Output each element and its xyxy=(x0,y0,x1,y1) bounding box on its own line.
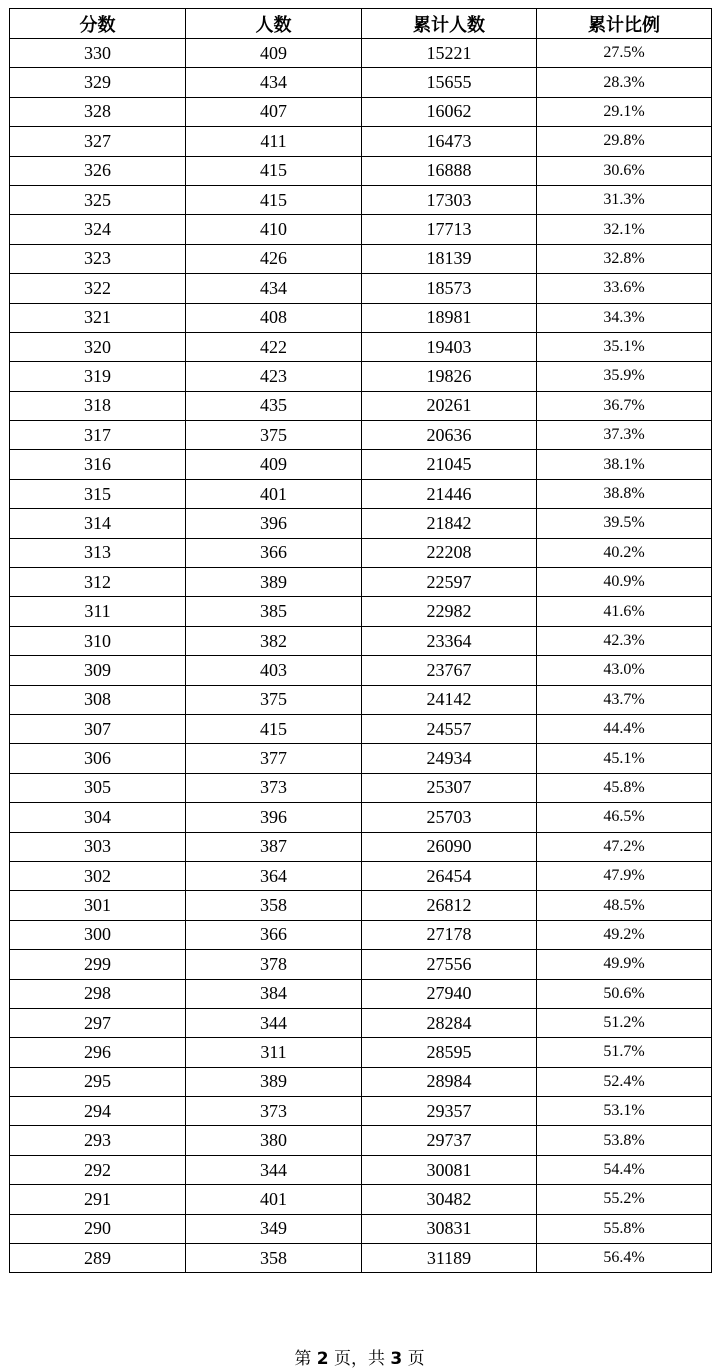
cell-count: 408 xyxy=(186,303,362,332)
table-row xyxy=(10,597,712,626)
cell-cumulative-ratio: 35.1% xyxy=(537,332,712,361)
table-row xyxy=(10,656,712,685)
cell-cumulative-ratio: 42.3% xyxy=(537,626,712,655)
table-row xyxy=(10,1214,712,1243)
cell-cumulative-count: 15655 xyxy=(362,68,537,97)
header-cumulative-count: 累计人数 xyxy=(362,9,537,39)
cell-score: 316 xyxy=(10,450,186,479)
cell-cumulative-count: 29357 xyxy=(362,1097,537,1126)
header-count: 人数 xyxy=(186,9,362,39)
footer-page-number: 2 xyxy=(316,1349,329,1369)
cell-cumulative-count: 27556 xyxy=(362,950,537,979)
table-row xyxy=(10,538,712,567)
cell-count: 385 xyxy=(186,597,362,626)
cell-count: 375 xyxy=(186,421,362,450)
cell-count: 384 xyxy=(186,979,362,1008)
cell-score: 302 xyxy=(10,861,186,890)
table-row xyxy=(10,1155,712,1184)
table-row xyxy=(10,332,712,361)
cell-cumulative-count: 24934 xyxy=(362,744,537,773)
cell-count: 366 xyxy=(186,920,362,949)
cell-cumulative-count: 27940 xyxy=(362,979,537,1008)
cell-score: 325 xyxy=(10,185,186,214)
table-row xyxy=(10,1097,712,1126)
cell-score: 321 xyxy=(10,303,186,332)
table-row xyxy=(10,1008,712,1037)
cell-cumulative-count: 21842 xyxy=(362,509,537,538)
cell-cumulative-ratio: 53.8% xyxy=(537,1126,712,1155)
cell-score: 323 xyxy=(10,244,186,273)
table-row xyxy=(10,97,712,126)
footer-prefix: 第 xyxy=(294,1349,312,1369)
cell-score: 312 xyxy=(10,568,186,597)
cell-cumulative-ratio: 45.1% xyxy=(537,744,712,773)
cell-count: 409 xyxy=(186,450,362,479)
cell-count: 373 xyxy=(186,1097,362,1126)
cell-count: 415 xyxy=(186,156,362,185)
cell-cumulative-count: 24142 xyxy=(362,685,537,714)
cell-cumulative-ratio: 56.4% xyxy=(537,1244,712,1273)
cell-cumulative-ratio: 27.5% xyxy=(537,39,712,68)
cell-cumulative-ratio: 41.6% xyxy=(537,597,712,626)
page-footer xyxy=(0,1344,719,1369)
cell-score: 298 xyxy=(10,979,186,1008)
cell-cumulative-count: 15221 xyxy=(362,39,537,68)
cell-cumulative-count: 29737 xyxy=(362,1126,537,1155)
cell-cumulative-count: 20261 xyxy=(362,391,537,420)
cell-score: 308 xyxy=(10,685,186,714)
cell-cumulative-ratio: 50.6% xyxy=(537,979,712,1008)
cell-score: 322 xyxy=(10,274,186,303)
cell-cumulative-count: 30482 xyxy=(362,1185,537,1214)
cell-cumulative-count: 16473 xyxy=(362,127,537,156)
table-row xyxy=(10,685,712,714)
cell-count: 396 xyxy=(186,803,362,832)
cell-count: 358 xyxy=(186,891,362,920)
header-score: 分数 xyxy=(10,9,186,39)
table-row xyxy=(10,421,712,450)
cell-cumulative-count: 20636 xyxy=(362,421,537,450)
cell-score: 310 xyxy=(10,626,186,655)
table-row xyxy=(10,626,712,655)
table-row xyxy=(10,509,712,538)
cell-cumulative-count: 19403 xyxy=(362,332,537,361)
cell-cumulative-count: 18139 xyxy=(362,244,537,273)
table-row xyxy=(10,744,712,773)
table-row xyxy=(10,156,712,185)
footer-suffix: 页 xyxy=(407,1349,425,1369)
cell-count: 344 xyxy=(186,1155,362,1184)
cell-score: 304 xyxy=(10,803,186,832)
cell-score: 327 xyxy=(10,127,186,156)
table-row xyxy=(10,979,712,1008)
header-cumulative-ratio: 累计比例 xyxy=(537,9,712,39)
cell-cumulative-ratio: 40.2% xyxy=(537,538,712,567)
cell-score: 292 xyxy=(10,1155,186,1184)
cell-score: 314 xyxy=(10,509,186,538)
cell-cumulative-ratio: 28.3% xyxy=(537,68,712,97)
cell-cumulative-ratio: 47.9% xyxy=(537,861,712,890)
cell-score: 295 xyxy=(10,1067,186,1096)
cell-count: 366 xyxy=(186,538,362,567)
cell-cumulative-ratio: 32.8% xyxy=(537,244,712,273)
cell-cumulative-ratio: 33.6% xyxy=(537,274,712,303)
cell-cumulative-count: 31189 xyxy=(362,1244,537,1273)
cell-score: 306 xyxy=(10,744,186,773)
cell-score: 329 xyxy=(10,68,186,97)
cell-score: 317 xyxy=(10,421,186,450)
cell-count: 349 xyxy=(186,1214,362,1243)
cell-cumulative-ratio: 38.8% xyxy=(537,479,712,508)
table-row xyxy=(10,714,712,743)
table-header-row xyxy=(10,9,712,39)
cell-cumulative-ratio: 54.4% xyxy=(537,1155,712,1184)
cell-count: 434 xyxy=(186,274,362,303)
cell-score: 299 xyxy=(10,950,186,979)
cell-count: 380 xyxy=(186,1126,362,1155)
score-distribution-table-container xyxy=(9,8,711,1273)
cell-cumulative-ratio: 47.2% xyxy=(537,832,712,861)
score-distribution-table xyxy=(9,8,712,1273)
footer-total-pages: 3 xyxy=(390,1349,403,1369)
cell-score: 294 xyxy=(10,1097,186,1126)
table-row xyxy=(10,391,712,420)
cell-cumulative-count: 17303 xyxy=(362,185,537,214)
cell-score: 303 xyxy=(10,832,186,861)
cell-count: 401 xyxy=(186,479,362,508)
cell-cumulative-count: 26090 xyxy=(362,832,537,861)
cell-score: 296 xyxy=(10,1038,186,1067)
cell-score: 318 xyxy=(10,391,186,420)
cell-score: 319 xyxy=(10,362,186,391)
cell-count: 422 xyxy=(186,332,362,361)
table-row xyxy=(10,274,712,303)
table-row xyxy=(10,773,712,802)
cell-cumulative-count: 22982 xyxy=(362,597,537,626)
table-row xyxy=(10,39,712,68)
table-row xyxy=(10,1244,712,1273)
table-row xyxy=(10,362,712,391)
cell-score: 301 xyxy=(10,891,186,920)
cell-count: 401 xyxy=(186,1185,362,1214)
cell-cumulative-count: 28284 xyxy=(362,1008,537,1037)
cell-score: 315 xyxy=(10,479,186,508)
cell-cumulative-ratio: 53.1% xyxy=(537,1097,712,1126)
cell-count: 435 xyxy=(186,391,362,420)
cell-count: 407 xyxy=(186,97,362,126)
cell-cumulative-ratio: 48.5% xyxy=(537,891,712,920)
cell-cumulative-count: 16062 xyxy=(362,97,537,126)
table-row xyxy=(10,185,712,214)
cell-cumulative-ratio: 45.8% xyxy=(537,773,712,802)
cell-cumulative-ratio: 40.9% xyxy=(537,568,712,597)
cell-cumulative-count: 24557 xyxy=(362,714,537,743)
cell-cumulative-count: 21045 xyxy=(362,450,537,479)
cell-score: 305 xyxy=(10,773,186,802)
cell-cumulative-ratio: 30.6% xyxy=(537,156,712,185)
cell-count: 378 xyxy=(186,950,362,979)
cell-count: 358 xyxy=(186,1244,362,1273)
cell-count: 311 xyxy=(186,1038,362,1067)
cell-count: 403 xyxy=(186,656,362,685)
footer-middle: 页，共 xyxy=(334,1349,385,1369)
cell-cumulative-count: 18573 xyxy=(362,274,537,303)
cell-cumulative-ratio: 38.1% xyxy=(537,450,712,479)
cell-cumulative-ratio: 43.0% xyxy=(537,656,712,685)
cell-cumulative-count: 23767 xyxy=(362,656,537,685)
cell-count: 409 xyxy=(186,39,362,68)
table-row xyxy=(10,1038,712,1067)
cell-count: 375 xyxy=(186,685,362,714)
table-row xyxy=(10,1067,712,1096)
cell-count: 377 xyxy=(186,744,362,773)
cell-cumulative-ratio: 36.7% xyxy=(537,391,712,420)
cell-count: 415 xyxy=(186,714,362,743)
cell-cumulative-count: 26812 xyxy=(362,891,537,920)
cell-score: 289 xyxy=(10,1244,186,1273)
cell-cumulative-ratio: 34.3% xyxy=(537,303,712,332)
cell-cumulative-count: 16888 xyxy=(362,156,537,185)
cell-score: 313 xyxy=(10,538,186,567)
cell-count: 426 xyxy=(186,244,362,273)
cell-score: 328 xyxy=(10,97,186,126)
cell-count: 382 xyxy=(186,626,362,655)
cell-count: 389 xyxy=(186,568,362,597)
cell-cumulative-count: 27178 xyxy=(362,920,537,949)
cell-score: 320 xyxy=(10,332,186,361)
cell-cumulative-count: 22597 xyxy=(362,568,537,597)
table-row xyxy=(10,127,712,156)
cell-score: 311 xyxy=(10,597,186,626)
cell-count: 410 xyxy=(186,215,362,244)
cell-cumulative-count: 19826 xyxy=(362,362,537,391)
table-row xyxy=(10,568,712,597)
cell-cumulative-ratio: 32.1% xyxy=(537,215,712,244)
cell-cumulative-ratio: 29.1% xyxy=(537,97,712,126)
cell-cumulative-ratio: 51.7% xyxy=(537,1038,712,1067)
cell-cumulative-ratio: 35.9% xyxy=(537,362,712,391)
cell-cumulative-ratio: 55.2% xyxy=(537,1185,712,1214)
cell-cumulative-count: 28595 xyxy=(362,1038,537,1067)
cell-count: 344 xyxy=(186,1008,362,1037)
cell-count: 389 xyxy=(186,1067,362,1096)
cell-score: 307 xyxy=(10,714,186,743)
cell-count: 434 xyxy=(186,68,362,97)
table-row xyxy=(10,244,712,273)
cell-cumulative-ratio: 49.9% xyxy=(537,950,712,979)
table-row xyxy=(10,920,712,949)
table-row xyxy=(10,950,712,979)
cell-cumulative-count: 18981 xyxy=(362,303,537,332)
cell-cumulative-ratio: 55.8% xyxy=(537,1214,712,1243)
cell-cumulative-count: 26454 xyxy=(362,861,537,890)
cell-score: 290 xyxy=(10,1214,186,1243)
table-body xyxy=(10,39,712,1273)
cell-cumulative-ratio: 39.5% xyxy=(537,509,712,538)
table-row xyxy=(10,450,712,479)
cell-score: 326 xyxy=(10,156,186,185)
cell-count: 373 xyxy=(186,773,362,802)
cell-cumulative-count: 21446 xyxy=(362,479,537,508)
cell-score: 330 xyxy=(10,39,186,68)
cell-cumulative-ratio: 29.8% xyxy=(537,127,712,156)
table-row xyxy=(10,303,712,332)
table-row xyxy=(10,1126,712,1155)
cell-count: 387 xyxy=(186,832,362,861)
table-row xyxy=(10,832,712,861)
cell-cumulative-count: 30081 xyxy=(362,1155,537,1184)
cell-cumulative-count: 17713 xyxy=(362,215,537,244)
cell-score: 300 xyxy=(10,920,186,949)
table-row xyxy=(10,215,712,244)
cell-count: 415 xyxy=(186,185,362,214)
cell-score: 293 xyxy=(10,1126,186,1155)
cell-cumulative-ratio: 31.3% xyxy=(537,185,712,214)
cell-cumulative-count: 23364 xyxy=(362,626,537,655)
cell-count: 411 xyxy=(186,127,362,156)
cell-cumulative-ratio: 52.4% xyxy=(537,1067,712,1096)
table-row xyxy=(10,68,712,97)
cell-cumulative-ratio: 49.2% xyxy=(537,920,712,949)
cell-score: 309 xyxy=(10,656,186,685)
cell-cumulative-ratio: 43.7% xyxy=(537,685,712,714)
cell-cumulative-count: 25307 xyxy=(362,773,537,802)
table-row xyxy=(10,861,712,890)
cell-cumulative-ratio: 46.5% xyxy=(537,803,712,832)
cell-count: 364 xyxy=(186,861,362,890)
cell-count: 396 xyxy=(186,509,362,538)
cell-cumulative-count: 22208 xyxy=(362,538,537,567)
table-row xyxy=(10,479,712,508)
cell-cumulative-ratio: 37.3% xyxy=(537,421,712,450)
cell-cumulative-ratio: 51.2% xyxy=(537,1008,712,1037)
cell-cumulative-count: 25703 xyxy=(362,803,537,832)
cell-score: 291 xyxy=(10,1185,186,1214)
table-row xyxy=(10,891,712,920)
cell-cumulative-ratio: 44.4% xyxy=(537,714,712,743)
cell-count: 423 xyxy=(186,362,362,391)
cell-score: 324 xyxy=(10,215,186,244)
table-row xyxy=(10,803,712,832)
cell-cumulative-count: 30831 xyxy=(362,1214,537,1243)
table-row xyxy=(10,1185,712,1214)
cell-score: 297 xyxy=(10,1008,186,1037)
cell-cumulative-count: 28984 xyxy=(362,1067,537,1096)
